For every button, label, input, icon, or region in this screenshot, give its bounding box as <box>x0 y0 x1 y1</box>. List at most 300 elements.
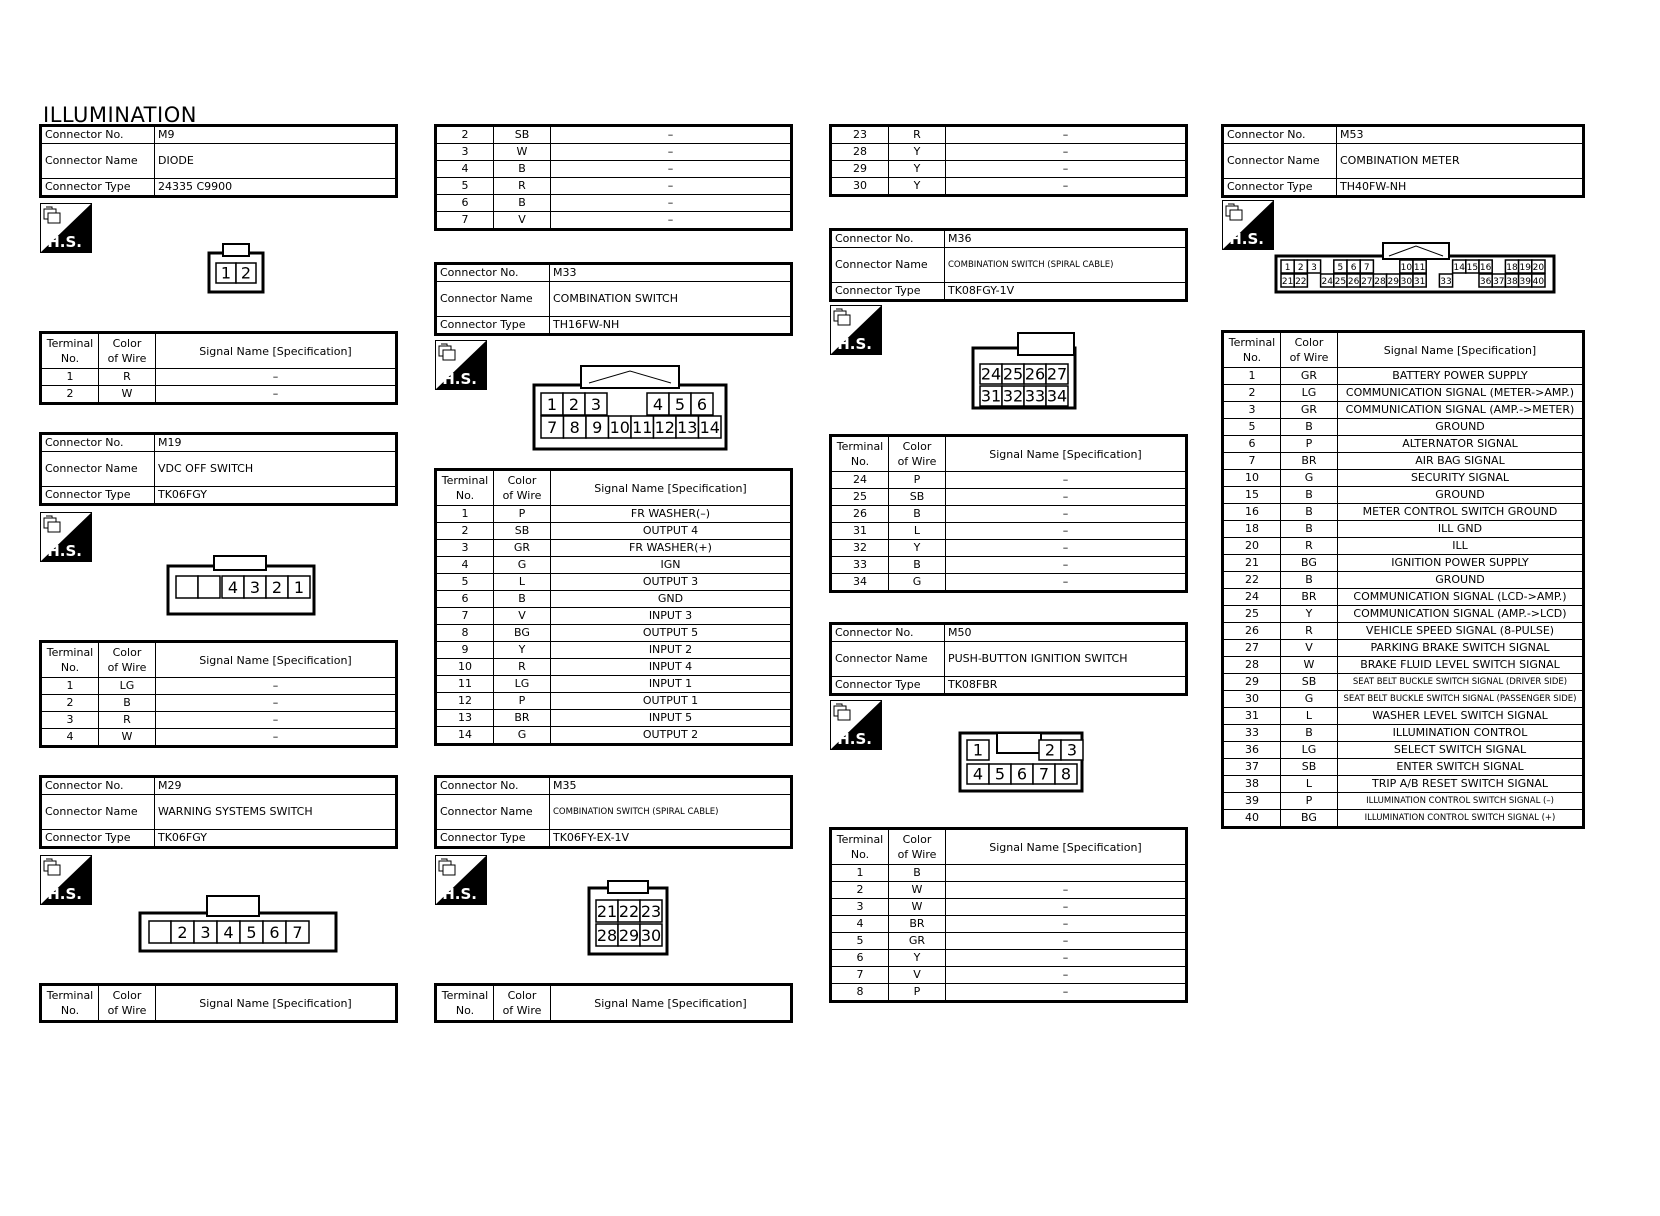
cavity <box>149 921 171 943</box>
wire-color: SB <box>494 523 551 540</box>
signal-name: – <box>156 729 397 747</box>
terminal-number: 6 <box>436 195 494 212</box>
svg-text:H.S.: H.S. <box>442 885 477 903</box>
cavity-number: 11 <box>632 418 653 438</box>
wire-color: P <box>494 506 551 523</box>
connector-name: COMBINATION SWITCH (SPIRAL CABLE) <box>550 795 792 830</box>
pin-table <box>39 331 398 405</box>
signal-name: IGN <box>551 557 792 574</box>
connector-name: COMBINATION SWITCH <box>550 282 792 317</box>
table-row <box>436 693 792 710</box>
info-label: Connector No. <box>436 264 550 282</box>
wire-color: V <box>1281 640 1338 657</box>
table-row <box>831 984 1187 1002</box>
terminal-number: 4 <box>831 916 889 933</box>
signal-name: – <box>946 178 1187 196</box>
terminal-number: 18 <box>1223 521 1281 538</box>
terminal-number: 38 <box>1223 776 1281 793</box>
table-row <box>1223 368 1584 385</box>
wire-color-header: Color of Wire <box>494 470 551 506</box>
cavity-number: 25 <box>1334 277 1347 288</box>
pin-table-m35-continued <box>829 124 1188 197</box>
wire-color: B <box>889 506 946 523</box>
wire-color: L <box>1281 776 1338 793</box>
cavity-number: 19 <box>1519 263 1531 274</box>
connector-info-m50 <box>829 622 1188 696</box>
cavity <box>176 576 198 598</box>
connector-face-m9 <box>206 241 268 299</box>
info-label: Connector No. <box>41 434 155 452</box>
signal-name: COMMUNICATION SIGNAL (LCD->AMP.) <box>1338 589 1584 606</box>
table-row <box>436 574 792 591</box>
info-label: Connector Type <box>436 830 550 848</box>
connector-number: M36 <box>945 230 1187 248</box>
info-label: Connector No. <box>831 624 945 642</box>
cavity-number: 30 <box>1400 277 1413 288</box>
wire-color: W <box>1281 657 1338 674</box>
terminal-number: 1 <box>831 865 889 882</box>
terminal-number: 31 <box>831 523 889 540</box>
terminal-number: 6 <box>436 591 494 608</box>
terminal-number: 27 <box>1223 640 1281 657</box>
connector-face-m50 <box>957 730 1085 798</box>
table-row <box>831 865 1187 882</box>
wire-color: P <box>1281 436 1338 453</box>
cavity-number: 27 <box>1046 364 1068 384</box>
terminal-number: 26 <box>831 506 889 523</box>
cavity-number: 30 <box>640 926 662 946</box>
signal-name: METER CONTROL SWITCH GROUND <box>1338 504 1584 521</box>
wire-color: R <box>1281 623 1338 640</box>
terminal-number: 22 <box>1223 572 1281 589</box>
terminal-no-header: Terminal No. <box>436 470 494 506</box>
signal-name: – <box>946 557 1187 574</box>
table-row <box>831 916 1187 933</box>
table-row <box>1223 436 1584 453</box>
harness-side-icon <box>435 855 487 905</box>
connector-info-table <box>39 432 398 506</box>
signal-name: BATTERY POWER SUPPLY <box>1338 368 1584 385</box>
terminal-number: 4 <box>41 729 99 747</box>
signal-name-header: Signal Name [Specification] <box>946 436 1187 472</box>
info-label: Connector Type <box>436 317 550 335</box>
info-label: Connector No. <box>436 777 550 795</box>
signal-name: – <box>156 369 397 386</box>
connector-number: M19 <box>155 434 397 452</box>
table-row <box>831 472 1187 489</box>
table-row <box>1223 623 1584 640</box>
connector-info-table <box>829 622 1188 696</box>
table-row <box>41 369 397 386</box>
terminal-number: 3 <box>41 712 99 729</box>
table-row <box>1223 691 1584 708</box>
table-row <box>831 489 1187 506</box>
wire-color: Y <box>1281 606 1338 623</box>
cavity-number: 11 <box>1413 263 1426 274</box>
terminal-number: 1 <box>436 506 494 523</box>
wire-color: L <box>889 523 946 540</box>
svg-text:H.S.: H.S. <box>47 885 82 903</box>
wire-color: P <box>889 984 946 1002</box>
connector-name: DIODE <box>155 144 397 179</box>
signal-name: – <box>551 178 792 195</box>
cavity-number: 39 <box>1519 277 1531 288</box>
connector-number: M29 <box>155 777 397 795</box>
cavity-number: 18 <box>1506 263 1518 274</box>
connector-info-table <box>39 124 398 198</box>
svg-text:H.S.: H.S. <box>47 233 82 251</box>
table-row <box>1223 708 1584 725</box>
connector-number: M35 <box>550 777 792 795</box>
terminal-no-header: Terminal No. <box>436 985 494 1022</box>
wire-color: L <box>494 574 551 591</box>
pin-table-m35 <box>434 983 793 1023</box>
terminal-number: 3 <box>1223 402 1281 419</box>
signal-name: ILLUMINATION CONTROL SWITCH SIGNAL (–) <box>1338 793 1584 810</box>
signal-name: OUTPUT 4 <box>551 523 792 540</box>
table-row <box>831 967 1187 984</box>
terminal-number: 2 <box>1223 385 1281 402</box>
signal-name: ILL GND <box>1338 521 1584 538</box>
info-label: Connector Type <box>41 179 155 197</box>
signal-name: ENTER SWITCH SIGNAL <box>1338 759 1584 776</box>
wire-color: P <box>889 472 946 489</box>
pin-table <box>39 640 398 748</box>
pin-table <box>1221 330 1585 829</box>
table-row <box>1223 793 1584 810</box>
pin-table <box>829 434 1188 593</box>
signal-name: – <box>156 386 397 404</box>
terminal-number: 1 <box>1223 368 1281 385</box>
info-label: Connector Name <box>831 248 945 283</box>
wire-color: R <box>99 369 156 386</box>
signal-name: OUTPUT 5 <box>551 625 792 642</box>
table-row <box>1223 521 1584 538</box>
connector-number: M33 <box>550 264 792 282</box>
table-row <box>1223 504 1584 521</box>
cavity-number: 33 <box>1440 277 1452 288</box>
table-row <box>436 161 792 178</box>
wire-color: Y <box>889 540 946 557</box>
signal-name: – <box>946 984 1187 1002</box>
cavity-number: 40 <box>1532 277 1545 288</box>
signal-name: INPUT 3 <box>551 608 792 625</box>
pin-table <box>829 827 1188 1003</box>
info-label: Connector Name <box>1223 144 1337 179</box>
cavity-number: 6 <box>696 395 708 415</box>
table-row <box>1223 487 1584 504</box>
terminal-no-header: Terminal No. <box>41 985 99 1022</box>
cavity-number: 36 <box>1479 277 1492 288</box>
terminal-number: 10 <box>436 659 494 676</box>
wire-color: B <box>1281 419 1338 436</box>
terminal-number: 3 <box>831 899 889 916</box>
table-row <box>436 591 792 608</box>
cavity-number: 5 <box>674 395 686 415</box>
table-row <box>436 523 792 540</box>
pin-table <box>39 983 398 1023</box>
terminal-number: 29 <box>1223 674 1281 691</box>
terminal-number: 23 <box>831 126 889 144</box>
wire-color: Y <box>889 950 946 967</box>
wire-color: BR <box>494 710 551 727</box>
table-row <box>41 678 397 695</box>
cavity-number: 10 <box>609 418 630 438</box>
info-label: Connector Name <box>41 795 155 830</box>
connector-info-table <box>434 775 793 849</box>
wire-color: GR <box>1281 368 1338 385</box>
signal-name-header: Signal Name [Specification] <box>946 829 1187 865</box>
wire-color: B <box>1281 504 1338 521</box>
pin-table-m53 <box>1221 330 1585 829</box>
signal-name: BRAKE FLUID LEVEL SWITCH SIGNAL <box>1338 657 1584 674</box>
table-row <box>436 195 792 212</box>
signal-name-header: Signal Name [Specification] <box>551 985 792 1022</box>
table-row <box>831 144 1187 161</box>
signal-name: – <box>946 126 1187 144</box>
wire-color: B <box>99 695 156 712</box>
wire-color: B <box>1281 521 1338 538</box>
info-label: Connector Name <box>831 642 945 677</box>
cavity <box>198 576 220 598</box>
cavity-number: 26 <box>1024 364 1046 384</box>
cavity-number: 27 <box>1361 277 1373 288</box>
table-row <box>831 506 1187 523</box>
cavity-number: 2 <box>177 923 188 943</box>
table-row <box>831 540 1187 557</box>
signal-name: GROUND <box>1338 572 1584 589</box>
connector-info-table <box>829 228 1188 302</box>
terminal-number: 8 <box>831 984 889 1002</box>
cavity-number: 5 <box>994 764 1006 784</box>
wire-color: V <box>494 608 551 625</box>
signal-name: – <box>946 882 1187 899</box>
table-row <box>41 695 397 712</box>
harness-side-icon <box>40 512 92 562</box>
terminal-number: 7 <box>1223 453 1281 470</box>
wire-color: GR <box>494 540 551 557</box>
connector-info-table <box>39 775 398 849</box>
table-row <box>1223 419 1584 436</box>
terminal-number: 5 <box>436 574 494 591</box>
cavity-number: 2 <box>568 395 580 415</box>
cavity-number: 14 <box>1453 263 1465 274</box>
pin-table-m33 <box>434 468 793 746</box>
signal-name: OUTPUT 3 <box>551 574 792 591</box>
wire-color: R <box>494 178 551 195</box>
wire-color: P <box>1281 793 1338 810</box>
cavity-number: 1 <box>220 263 232 283</box>
wire-color: BR <box>1281 453 1338 470</box>
wire-color: G <box>494 557 551 574</box>
wire-color-header: Color of Wire <box>494 985 551 1022</box>
connector-name: VDC OFF SWITCH <box>155 452 397 487</box>
wire-color: Y <box>889 161 946 178</box>
cavity-number: 21 <box>596 902 618 922</box>
terminal-number: 3 <box>436 144 494 161</box>
table-row <box>831 523 1187 540</box>
cavity-number: 23 <box>640 902 662 922</box>
svg-text:H.S.: H.S. <box>1229 230 1264 248</box>
cavity-number: 37 <box>1493 277 1505 288</box>
harness-side-icon <box>435 340 487 390</box>
signal-name: – <box>551 195 792 212</box>
cavity-number: 3 <box>1311 263 1317 274</box>
cavity-number: 13 <box>677 418 698 438</box>
cavity-number: 1 <box>972 740 984 760</box>
harness-side-icon <box>830 305 882 355</box>
table-row <box>1223 657 1584 674</box>
table-row <box>436 659 792 676</box>
cavity-number: 31 <box>1413 277 1426 288</box>
terminal-number: 26 <box>1223 623 1281 640</box>
table-row <box>831 950 1187 967</box>
signal-name: – <box>946 540 1187 557</box>
wire-color: LG <box>1281 385 1338 402</box>
wire-color: BG <box>1281 555 1338 572</box>
harness-side-icon <box>830 700 882 750</box>
cavity-number: 8 <box>1060 764 1072 784</box>
svg-text:H.S.: H.S. <box>837 335 872 353</box>
table-row <box>436 178 792 195</box>
table-row <box>436 625 792 642</box>
cavity-number: 6 <box>269 923 280 943</box>
connector-type: TK08FGY-1V <box>945 283 1187 301</box>
table-row <box>1223 589 1584 606</box>
terminal-number: 13 <box>436 710 494 727</box>
signal-name: – <box>946 489 1187 506</box>
terminal-number: 4 <box>436 161 494 178</box>
info-label: Connector Name <box>436 795 550 830</box>
table-row <box>1223 776 1584 793</box>
signal-name: SELECT SWITCH SIGNAL <box>1338 742 1584 759</box>
info-label: Connector Name <box>436 282 550 317</box>
wire-color: SB <box>1281 674 1338 691</box>
signal-name: GND <box>551 591 792 608</box>
cavity-number: 21 <box>1281 277 1294 288</box>
signal-name: AIR BAG SIGNAL <box>1338 453 1584 470</box>
connector-info-m53 <box>1221 124 1585 198</box>
signal-name: ALTERNATOR SIGNAL <box>1338 436 1584 453</box>
signal-name: INPUT 2 <box>551 642 792 659</box>
cavity-number: 25 <box>1002 364 1024 384</box>
wire-color: B <box>494 591 551 608</box>
connector-type: TH40FW-NH <box>1337 179 1584 197</box>
terminal-number: 28 <box>831 144 889 161</box>
cavity-number: 4 <box>227 578 239 598</box>
wire-color: V <box>494 212 551 230</box>
signal-name: OUTPUT 1 <box>551 693 792 710</box>
wire-color: GR <box>889 933 946 950</box>
wire-color: B <box>494 161 551 178</box>
signal-name: COMMUNICATION SIGNAL (METER->AMP.) <box>1338 385 1584 402</box>
signal-name: – <box>946 899 1187 916</box>
cavity-number: 1 <box>293 578 305 598</box>
terminal-no-header: Terminal No. <box>41 333 99 369</box>
signal-name: COMMUNICATION SIGNAL (AMP.->LCD) <box>1338 606 1584 623</box>
table-row <box>1223 606 1584 623</box>
wire-color: SB <box>494 126 551 144</box>
wire-color: W <box>889 899 946 916</box>
wire-color: R <box>99 712 156 729</box>
connector-info-m19 <box>39 432 398 506</box>
terminal-number: 8 <box>436 625 494 642</box>
pin-table <box>829 124 1188 197</box>
table-row <box>1223 742 1584 759</box>
signal-name: – <box>946 933 1187 950</box>
table-row <box>1223 470 1584 487</box>
wire-color: B <box>494 195 551 212</box>
signal-name: INPUT 4 <box>551 659 792 676</box>
signal-name: OUTPUT 2 <box>551 727 792 745</box>
pin-table-m29-continued <box>434 124 793 231</box>
terminal-number: 7 <box>436 608 494 625</box>
info-label: Connector Type <box>41 487 155 505</box>
cavity-number: 38 <box>1506 277 1518 288</box>
table-row <box>436 126 792 144</box>
cavity-number: 34 <box>1046 386 1068 406</box>
info-label: Connector No. <box>41 126 155 144</box>
terminal-number: 9 <box>436 642 494 659</box>
signal-name: IGNITION POWER SUPPLY <box>1338 555 1584 572</box>
table-row <box>831 178 1187 196</box>
terminal-number: 1 <box>41 369 99 386</box>
wire-color-header: Color of Wire <box>889 829 946 865</box>
signal-name: – <box>551 144 792 161</box>
table-row <box>1223 725 1584 742</box>
cavity-number: 7 <box>1363 263 1370 274</box>
signal-name: – <box>946 523 1187 540</box>
table-row <box>831 882 1187 899</box>
connector-info-table <box>1221 124 1585 198</box>
connector-type: TK06FGY <box>155 830 397 848</box>
connector-info-m33 <box>434 262 793 336</box>
table-row <box>1223 555 1584 572</box>
signal-name-header: Signal Name [Specification] <box>551 470 792 506</box>
terminal-number: 4 <box>436 557 494 574</box>
table-row <box>1223 810 1584 828</box>
cavity-number: 1 <box>1284 263 1291 274</box>
cavity-number: 6 <box>1016 764 1028 784</box>
cavity-number: 2 <box>1044 740 1056 760</box>
info-label: Connector Type <box>41 830 155 848</box>
cavity-number: 6 <box>1350 263 1357 274</box>
signal-name: – <box>551 161 792 178</box>
terminal-number: 2 <box>41 695 99 712</box>
table-row <box>436 608 792 625</box>
terminal-number: 40 <box>1223 810 1281 828</box>
wire-color: B <box>1281 572 1338 589</box>
signal-name: SEAT BELT BUCKLE SWITCH SIGNAL (PASSENGER SIDE) <box>1338 691 1584 708</box>
wire-color: G <box>1281 691 1338 708</box>
wire-color: P <box>494 693 551 710</box>
table-row <box>436 506 792 523</box>
terminal-number: 1 <box>41 678 99 695</box>
signal-name-header: Signal Name [Specification] <box>1338 332 1584 368</box>
signal-name: – <box>946 967 1187 984</box>
signal-name-header: Signal Name [Specification] <box>156 642 397 678</box>
cavity-number: 29 <box>618 926 640 946</box>
wire-color: SB <box>1281 759 1338 776</box>
connector-face-m29 <box>137 893 341 959</box>
pin-table-m19 <box>39 640 398 748</box>
connector-info-m35 <box>434 775 793 849</box>
wire-color: L <box>1281 708 1338 725</box>
wire-color: BR <box>889 916 946 933</box>
signal-name: – <box>946 916 1187 933</box>
connector-info-m29 <box>39 775 398 849</box>
connector-number: M53 <box>1337 126 1584 144</box>
